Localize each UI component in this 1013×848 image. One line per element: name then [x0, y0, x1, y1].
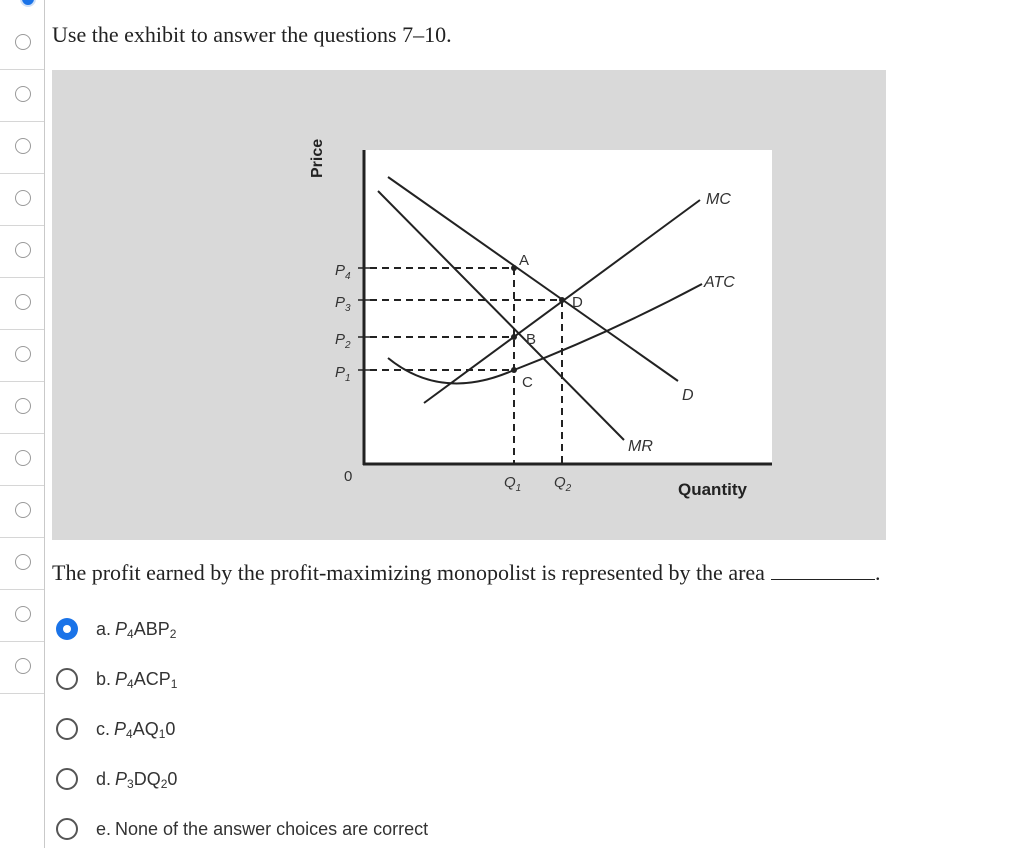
option-a-radio[interactable]	[56, 618, 78, 640]
exhibit-instruction: Use the exhibit to answer the questions 7–10.	[52, 22, 452, 47]
quantity-label-q1: $Q_1$	[504, 474, 522, 494]
mc-label: MC	[706, 191, 731, 208]
question-text: The profit earned by the profit-maximizing monopolist is represented by the area	[52, 560, 765, 585]
option-e-label: None of the answer choices are correct	[115, 818, 429, 839]
option-a-letter: a.	[96, 618, 112, 639]
point-c-marker	[511, 367, 517, 373]
option-d-radio[interactable]	[56, 768, 78, 790]
price-label-p2: $P_2$	[335, 331, 351, 351]
option-c-letter: c.	[96, 718, 111, 739]
question-nav-radio[interactable]	[15, 346, 31, 362]
question-nav-radio[interactable]	[15, 554, 31, 570]
answer-blank	[771, 561, 875, 580]
question-nav-radio[interactable]	[15, 450, 31, 466]
question-nav-row[interactable]	[0, 330, 44, 382]
question-nav-row[interactable]	[0, 382, 44, 434]
point-c-label: C	[522, 374, 533, 391]
question-nav-radio[interactable]	[15, 34, 31, 50]
question-nav-row[interactable]	[0, 538, 44, 590]
question-nav-radio[interactable]	[15, 294, 31, 310]
question-nav-row[interactable]	[0, 70, 44, 122]
question-prompt	[52, 560, 880, 586]
question-nav-row[interactable]	[0, 226, 44, 278]
option-b-label: $P_4ACP_1$	[115, 668, 178, 691]
option-b-letter: b.	[96, 668, 112, 689]
question-nav-radio[interactable]	[15, 398, 31, 414]
question-nav-row[interactable]	[0, 434, 44, 486]
option-d[interactable]	[56, 762, 177, 796]
price-label-p4: $P_4$	[335, 262, 351, 282]
option-c-radio[interactable]	[56, 718, 78, 740]
monopoly-cost-revenue-diagram	[52, 70, 886, 540]
question-nav-radio[interactable]	[15, 86, 31, 102]
point-d-label: D	[572, 294, 583, 311]
question-nav-radio[interactable]	[15, 658, 31, 674]
question-nav-row[interactable]	[0, 278, 44, 330]
x-axis-label: Quantity	[678, 480, 747, 499]
question-nav-radio[interactable]	[15, 606, 31, 622]
option-e-letter: e.	[96, 818, 112, 839]
quantity-label-q2: $Q_2$	[554, 474, 572, 494]
option-b-radio[interactable]	[56, 668, 78, 690]
point-d-marker	[559, 297, 565, 303]
question-nav-row[interactable]	[0, 122, 44, 174]
option-e[interactable]	[56, 812, 428, 846]
question-nav-row[interactable]	[0, 486, 44, 538]
question-nav-radio[interactable]	[15, 242, 31, 258]
question-nav-row[interactable]	[0, 18, 44, 70]
question-nav-row[interactable]	[0, 642, 44, 694]
point-b-marker	[511, 334, 517, 340]
option-b[interactable]	[56, 662, 177, 696]
demand-label: D	[682, 387, 694, 404]
option-c[interactable]	[56, 712, 175, 746]
price-label-p1: $P_1$	[335, 364, 351, 384]
question-nav-radio[interactable]	[15, 502, 31, 518]
price-label-p3: $P_3$	[335, 294, 351, 314]
point-a-marker	[511, 265, 517, 271]
exhibit-panel	[52, 70, 886, 540]
question-nav-row[interactable]	[0, 590, 44, 642]
option-c-label: $P_4AQ_10$	[114, 718, 176, 741]
option-a[interactable]	[56, 612, 176, 646]
option-d-letter: d.	[96, 768, 112, 789]
y-axis-label: Price	[309, 138, 326, 178]
mr-label: MR	[628, 438, 653, 455]
current-question-indicator	[20, 0, 36, 7]
option-a-label: $P_4ABP_2$	[115, 618, 177, 641]
origin-label: 0	[344, 468, 353, 485]
point-a-label: A	[519, 252, 530, 269]
question-nav-radio[interactable]	[15, 190, 31, 206]
question-nav-rail	[0, 0, 45, 848]
question-nav-radio[interactable]	[15, 138, 31, 154]
atc-label: ATC	[704, 274, 735, 291]
question-nav-row[interactable]	[0, 174, 44, 226]
point-b-label: B	[526, 331, 537, 348]
option-e-radio[interactable]	[56, 818, 78, 840]
question-end: .	[874, 560, 881, 585]
option-d-label: $P_3DQ_20$	[115, 768, 178, 791]
